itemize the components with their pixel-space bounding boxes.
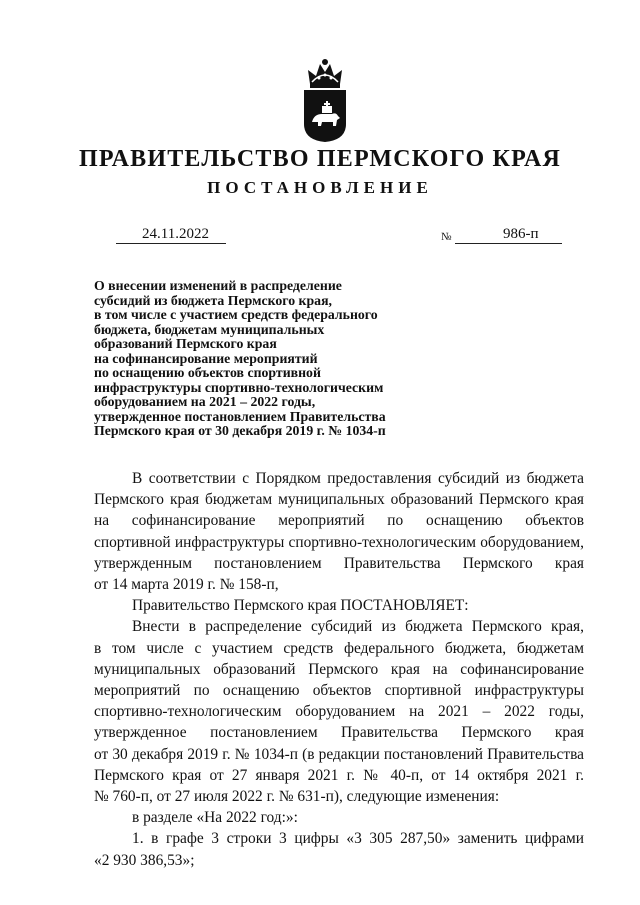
body-line: в разделе «На 2022 год:»: — [132, 809, 298, 827]
body-line: 1. в графе 3 строки 3 цифры «3 305 287,50» заменить цифрами — [132, 830, 584, 848]
subject-line: образований Пермского края — [94, 336, 277, 351]
perm-krai-coat-of-arms-icon — [300, 56, 350, 144]
body-line: Внести в распределение субсидий из бюджета Пермского края, — [132, 618, 584, 636]
document-subject — [94, 279, 434, 439]
body-line: спортивно-технологическим оборудованием на 2021 – 2022 годы, — [94, 703, 584, 721]
body-line: спортивной инфраструктуры спортивно-технологическим оборудованием, — [94, 533, 584, 551]
subject-line: О внесении изменений в распределение — [94, 278, 342, 293]
body-line: В соответствии с Порядком предоставления субсидий из бюджета — [132, 470, 584, 487]
document-type: ПОСТАНОВЛЕНИЕ — [207, 178, 433, 197]
body-line: Пермского края от 27 января 2021 г. № 40-п, от 14 октября 2021 г. — [94, 766, 584, 784]
subject-line: бюджета, бюджетам муниципальных — [94, 321, 325, 337]
subject-line: утвержденное постановлением Правительства — [94, 408, 386, 424]
body-line: муниципальных образований Пермского края на софинансирование — [94, 660, 584, 678]
body-line: от 14 марта 2019 г. № 158-п, — [94, 576, 279, 594]
body-line: Правительство Пермского края ПОСТАНОВЛЯЕТ: — [132, 597, 469, 615]
subject-line: Пермского края от 30 декабря 2019 г. № 1034-п — [94, 423, 386, 438]
body-line: утвержденное постановлением Правительства Пермского края — [94, 724, 584, 742]
document-date: 24.11.2022 — [116, 225, 226, 244]
body-line: «2 930 386,53»; — [94, 851, 195, 869]
body-line: Пермского края бюджетам муниципальных образований Пермского края — [94, 491, 584, 509]
subject-line: субсидий из бюджета Пермского края, — [94, 292, 332, 308]
subject-line: по оснащению объектов спортивной — [94, 365, 321, 380]
document-body — [94, 468, 584, 871]
subject-line: инфраструктуры спортивно-технологическим — [94, 379, 384, 395]
subject-line: на софинансирование мероприятий — [94, 350, 318, 366]
body-line: мероприятий по оснащению объектов спортивной инфраструктуры — [94, 682, 584, 700]
body-line: на софинансирование мероприятий по оснащению объектов — [94, 512, 584, 530]
body-line: в том числе с участием средств федерального бюджета, бюджетам — [94, 639, 584, 657]
document-number: 986-п — [455, 225, 562, 244]
subject-line: оборудованием на 2021 – 2022 годы, — [94, 394, 316, 409]
number-label: № — [441, 231, 452, 243]
body-line: утвержденным постановлением Правительства Пермского края — [94, 554, 584, 572]
body-line: от 30 декабря 2019 г. № 1034-п (в редакции постановлений Правительства — [94, 745, 584, 763]
government-title: ПРАВИТЕЛЬСТВО ПЕРМСКОГО КРАЯ — [78, 146, 562, 172]
subject-line: в том числе с участием средств федерального — [94, 307, 378, 322]
body-line: № 760-п, от 27 июля 2022 г. № 631-п), следующие изменения: — [94, 788, 500, 806]
